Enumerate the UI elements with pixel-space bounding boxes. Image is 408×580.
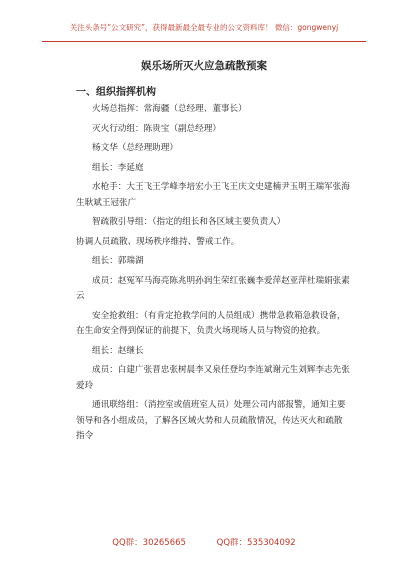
header-promo-note: 关注头条号“公文研究”，获得最新最全最专业的公文资料库！ 微信：gongwenyj [69,23,339,32]
document-title: 娱乐场所灭火应急疏散预案 [141,60,267,72]
line-rescue-members: 成员：白建广张晋忠张树晨李又泉任登均李连斌谢元生刘辉李志先张爱玲 [76,365,350,391]
line-comms-group: 通讯联络组：（消控室或值班室人员）处理公司内部报警，通知主要领导和各小组成员，了解各区域火势和人员疏散情况，传达灭火和疏散指令 [76,400,346,441]
line-action-member: 杨文华（总经理助理） [92,143,178,153]
line-hose-team: 水枪手：大王飞王学峰李培宏小王飞王庆文史建楠尹玉明王瑞军张海生耿斌王冠张广 [76,182,350,208]
line-action-leader: 组长：李延庭 [92,162,144,173]
line-commander: 火场总指挥：常海疆（总经理、董事长） [92,104,247,114]
line-rescue-leader: 组长：赵继长 [92,345,144,356]
line-evacuation-leader: 组长：郭瑞湖 [92,256,144,266]
line-action-group: 灭火行动组：陈贵宝（副总经理） [92,123,221,134]
line-evacuation-members: 成员：赵冤军马海亮陈兆明孙润生荣红张巍李爱萍赵亚萍杜瑞娟张素云 [76,275,350,301]
section-heading: 一、组织指挥机构 [76,87,156,98]
line-evacuation-duty: 协调人员疏散、现场秩序维持、警戒工作。 [76,236,240,247]
line-rescue-group: 安全抢救组：（有肯定抢救学问的人员组成）携带急救箱急救设备，在生命安全得到保证的前提下，负责火场现场人员与物资的抢救。 [76,310,346,336]
document-body [76,102,350,449]
line-evacuation-group: 智疏散引导组：（指定的组长和各区域主要负责人） [92,217,286,227]
footer-contacts [0,536,408,548]
header-divider [42,41,366,42]
footer-qq-group-2: QQ群：535304092 [216,538,296,548]
footer-qq-group-1: QQ群：30265665 [112,538,186,548]
